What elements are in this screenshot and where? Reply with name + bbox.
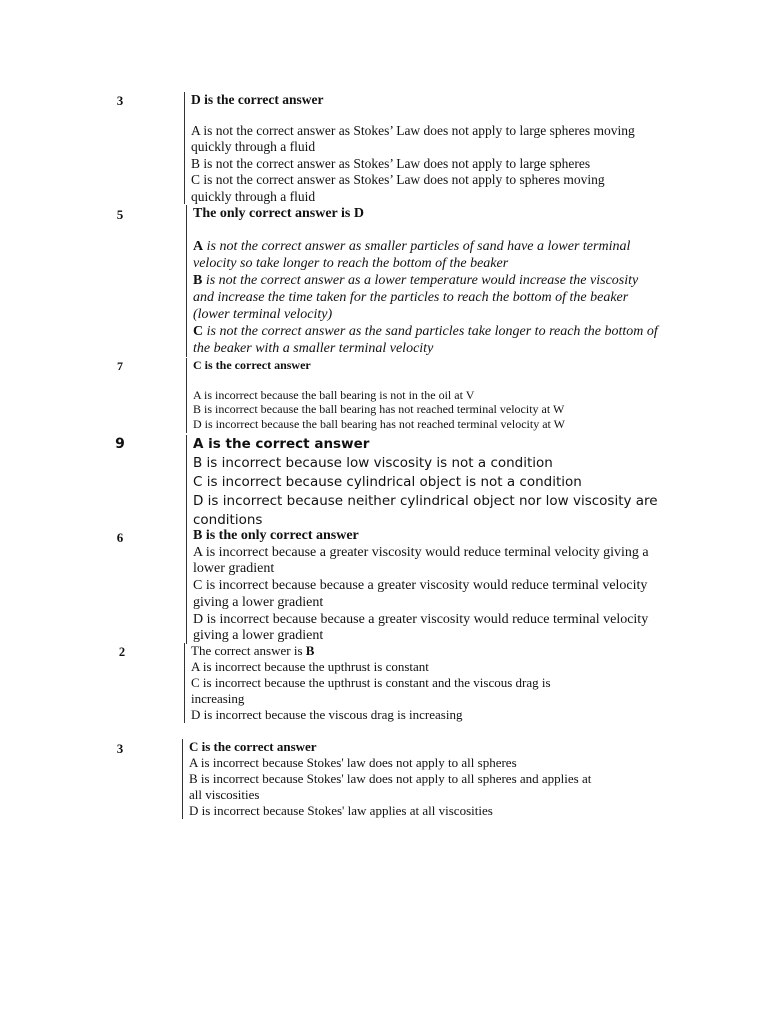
explanation-line: B is not the correct answer as Stokes’ Law does not apply to large spheres [191, 155, 591, 171]
question-number: 3 [116, 741, 124, 756]
explanation-line: B is incorrect because low viscosity is not a condition [193, 455, 553, 471]
question-number: 5 [116, 207, 124, 222]
answer-block [186, 435, 658, 529]
answer-heading: C is the correct answer [189, 739, 317, 754]
explanation-line: conditions [193, 512, 263, 528]
explanation-line: C is not the correct answer as Stokes’ Law does not apply to spheres moving [191, 172, 605, 187]
explanation-line: and increase the time taken for the particles to reach the bottom of the beaker [193, 290, 629, 305]
answer-block [184, 92, 635, 204]
answer-block [186, 528, 649, 644]
explanation-line [193, 238, 658, 255]
correct-letter: B [305, 643, 315, 658]
explanation-line: C is incorrect because because a greater viscosity would reduce terminal velocity [193, 578, 648, 594]
question-number: 3 [116, 93, 124, 108]
answer-heading: The only correct answer is D [193, 206, 364, 221]
answer-block [182, 739, 591, 819]
option-letter: B [193, 273, 203, 288]
explanation-line: increasing [191, 691, 245, 706]
explanation-line: (lower terminal velocity) [193, 307, 333, 322]
answer-heading [191, 643, 551, 659]
explanation-line: D is incorrect because Stokes' law applies at all viscosities [189, 803, 493, 818]
explanation-line: B is incorrect because Stokes' law does not apply to all spheres and applies at [189, 771, 592, 786]
explanation-line: giving a lower gradient [193, 594, 324, 610]
explanation-line: C is incorrect because the upthrust is constant and the viscous drag is [191, 675, 551, 690]
answer-block [186, 205, 658, 357]
explanation-line: A is incorrect because a greater viscosity would reduce terminal velocity giving a [193, 544, 649, 560]
option-letter: C [193, 324, 204, 339]
explanation-line: velocity so take longer to reach the bottom of the beaker [193, 256, 509, 271]
question-number: 6 [116, 530, 124, 545]
explanation-text: is not the correct answer as a lower temperature would increase the viscosity [202, 273, 639, 288]
answer-heading: C is the correct answer [193, 358, 311, 372]
heading-text: The correct answer is [191, 643, 306, 658]
answer-heading: D is the correct answer [191, 92, 324, 107]
explanation-line: C is incorrect because cylindrical object is not a condition [193, 474, 582, 490]
explanation-line: D is incorrect because the ball bearing has not reached terminal velocity at W [193, 416, 565, 431]
answer-heading: A is the correct answer [193, 436, 370, 452]
question-number: 9 [115, 436, 125, 452]
explanation-line: quickly through a fluid [191, 139, 316, 154]
explanation-line: lower gradient [193, 561, 275, 577]
explanation-line: D is incorrect because neither cylindrical object nor low viscosity are [193, 493, 658, 509]
explanation-line: D is incorrect because because a greater viscosity would reduce terminal velocity [193, 611, 649, 627]
explanation-line: D is incorrect because the viscous drag is increasing [191, 707, 463, 722]
explanation-text: is not the correct answer as the sand particles take longer to reach the bottom of [203, 324, 658, 339]
explanation-line: A is not the correct answer as Stokes’ Law does not apply to large spheres moving [191, 122, 635, 138]
explanation-line: giving a lower gradient [193, 628, 324, 644]
explanation-line: A is incorrect because the upthrust is constant [191, 659, 429, 674]
explanation-line: all viscosities [189, 787, 260, 802]
option-letter: A [193, 239, 204, 254]
answer-block [186, 358, 565, 433]
explanation-line: quickly through a fluid [191, 188, 316, 204]
explanation-line [193, 323, 658, 340]
explanation-text: is not the correct answer as smaller particles of sand have a lower terminal [203, 239, 631, 254]
explanation-line [193, 272, 658, 289]
explanation-line: A is incorrect because the ball bearing is not in the oil at V [193, 387, 475, 402]
question-number: 2 [118, 645, 126, 659]
explanation-line: B is incorrect because the ball bearing has not reached terminal velocity at W [193, 402, 565, 416]
explanation-line: A is incorrect because Stokes' law does not apply to all spheres [189, 755, 517, 770]
answer-heading: B is the only correct answer [193, 528, 359, 543]
question-number: 7 [117, 359, 123, 373]
explanation-line: the beaker with a smaller terminal velocity [193, 341, 434, 356]
answer-block [184, 643, 551, 723]
